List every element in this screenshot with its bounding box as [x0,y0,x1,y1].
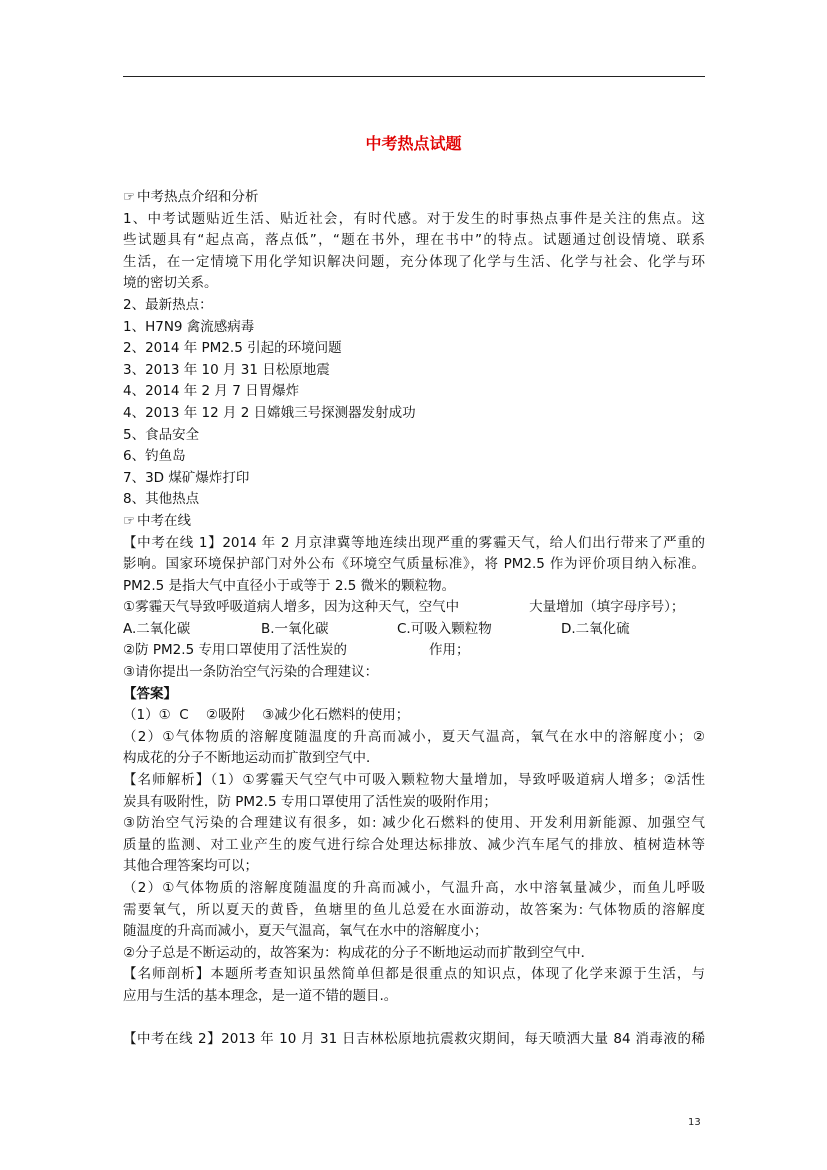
hotspot-item: 2、2014 年 PM2.5 引起的环境问题 [123,340,342,357]
section-heading-online: ☞ 中考在线 [123,511,705,533]
intro-line: 境的密切关系。 [123,275,218,292]
analysis-line: 其他合理答案均可以； [123,858,258,875]
pointing-hand-icon: ☞ [123,512,136,529]
answer-heading: 【答案】 [123,685,177,702]
intro-line: 生活，在一定情境下用化学知识解决问题，充分体现了化学与生活、化学与社会、化学与环 [123,253,705,270]
analysis-line: 需要氧气，所以夏天的黄昏，鱼塘里的鱼儿总爱在水面游动，故答案为: 气体物质的溶解度 [123,901,705,918]
question-2-line: 【中考在线 2】2013 年 10 月 31 日吉林松原地抗震救灾期间，每天喷洒大量 84 消毒液的稀 [123,1031,705,1048]
paragraph-gap [123,1008,705,1030]
question-1-line: 影响。国家环境保护部门对外公布《环境空气质量标准》，将 PM2.5 作为评价项目纳入标准。 [123,556,705,573]
question-1-part-1: ①雾霾天气导致呼吸道病人增多，因为这种天气，空气中 大量增加（填字母序号）； [123,599,685,616]
analysis-line: ②分子总是不断运动的，故答案为：构成花的分子不断地运动而扩散到空气中． [123,944,595,961]
hotspot-item: 3、2013 年 10 月 31 日松原地震 [123,361,330,378]
pointing-hand-icon: ☞ [123,189,136,205]
analysis-line: （2）①气体物质的溶解度随温度的升高而减小，气温升高，水中溶氧量减少，而鱼儿呼吸 [123,880,705,896]
analysis-line: 随温度的升高而减小，夏天气温高，氧气在水中的溶解度小； [123,923,488,940]
options-line [123,619,705,641]
answer-line: （2）①气体物质的溶解度随温度的升高而减小，夏天气温高，氧气在水中的溶解度小；② [123,728,705,745]
question-1-part-2: ②防 PM2.5 专用口罩使用了活性炭的 作用； [123,642,470,659]
section-heading-hotspots: ☞ 中考热点介绍和分析 [123,187,705,209]
document-body [123,187,705,1051]
comment-line: 【名师剖析】本题所考查知识虽然简单但都是很重点的知识点，体现了化学来源于生活，与 [123,966,705,983]
option-a: A.二氧化碳 [123,620,191,637]
question-1-line: PM2.5 是指大气中直径小于或等于 2.5 微米的颗粒物。 [123,577,456,594]
analysis-line: 【名师解析】（1）①雾霾天气空气中可吸入颗粒物大量增加，导致呼吸道病人增多；②活性 [123,772,705,789]
page-number: 13 [688,1117,701,1128]
page-title: 中考热点试题 [365,134,462,153]
question-1-part-3: ③请你提出一条防治空气污染的合理建议： [123,664,379,681]
intro-line: 些试题具有“起点高，落点低”，“题在书外，理在书中”的特点。试题通过创设情境、联系 [123,232,705,249]
hotspot-item: 5、食品安全 [123,426,200,443]
header-rule [123,76,705,77]
hotspot-item: 4、2013 年 12 月 2 日嫦娥三号探测器发射成功 [123,404,416,421]
answer-line: （1）① C ②吸附 ③减少化石燃料的使用； [123,707,410,724]
analysis-line: ③防治空气污染的合理建议有很多，如: 减少化石燃料的使用、开发利用新能源、加强空气 [123,815,705,832]
question-1-line: 【中考在线 1】2014 年 2 月京津冀等地连续出现严重的雾霾天气，给人们出行带来了严重的 [123,534,705,551]
option-d: D.二氧化硫 [561,620,630,637]
analysis-line: 质量的监测、对工业产生的废气进行综合处理达标排放、减少汽车尾气的排放、植树造林等 [123,836,705,853]
option-c: C.可吸入颗粒物 [397,620,492,637]
intro-line: 1、中考试题贴近生活、贴近社会，有时代感。对于发生的时事热点事件是关注的焦点。这 [123,210,705,227]
comment-line: 应用与生活的基本理念，是一道不错的题目.。 [123,987,398,1004]
hotspot-item: 8、其他热点 [123,491,200,508]
answer-line: 构成花的分子不断地运动而扩散到空气中． [123,750,380,767]
analysis-line: 炭具有吸附性，防 PM2.5 专用口罩使用了活性炭的吸附作用； [123,793,497,810]
intro-line: 2、最新热点： [123,296,213,313]
hotspot-item: 4、2014 年 2 月 7 日胃爆炸 [123,383,300,400]
hotspot-item: 7、3D 煤矿爆炸打印 [123,469,250,486]
option-b: B.一氧化碳 [261,620,329,637]
hotspot-item: 1、H7N9 禽流感病毒 [123,318,255,335]
hotspot-item: 6、钓鱼岛 [123,448,186,465]
